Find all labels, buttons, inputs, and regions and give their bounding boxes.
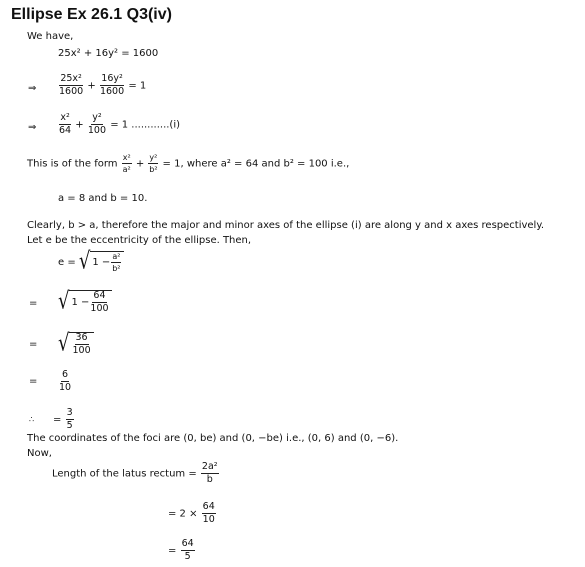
fraction: $\frac{3}{5}$ xyxy=(66,407,73,431)
eccentricity-intro: Let e be the eccentricity of the ellipse. Then, xyxy=(27,235,252,246)
intro-text: We have, xyxy=(27,31,74,42)
fraction: $\frac{\text{y²}}{\text{b²}}$ xyxy=(149,153,158,174)
equals-symbol: = xyxy=(29,298,38,309)
eccentricity-step-2 xyxy=(58,329,94,357)
equation-1: 25x² + 16y² = 1600 xyxy=(58,48,159,59)
equals-symbol: = xyxy=(29,339,38,350)
eccentricity-step-3 xyxy=(58,370,72,393)
fraction: $\frac{36}{100}$ xyxy=(72,332,91,356)
major-minor-axes-text: Clearly, b > a, therefore the major and minor axes of the ellipse (i) are along y and x axes respectively. xyxy=(27,220,544,231)
fraction: $\frac{\text{a²}}{\text{b²}}$ xyxy=(112,252,121,273)
fraction: $\frac{\text{x²}}{\text{a²}}$ xyxy=(122,153,131,174)
eccentricity-result: = $\frac{3}{5}$ xyxy=(53,407,73,431)
fraction: $\frac{\text{16y²}}{1600}$ xyxy=(99,73,125,97)
fraction: $\frac{\text{25x²}}{1600}$ xyxy=(59,73,84,97)
eccentricity-formula: e = √ 1 − $\frac{\text{a²}}{\text{b²}}$ xyxy=(58,251,124,273)
fraction: $\frac{\text{2a²}}{b}$ xyxy=(201,461,218,485)
equals-symbol: = xyxy=(29,376,38,387)
therefore-symbol: ∴ xyxy=(29,415,35,424)
square-root: √ $\frac{36}{100}$ xyxy=(58,332,94,356)
a-b-values: a = 8 and b = 10. xyxy=(58,193,148,204)
square-root: √ 1 − $\frac{64}{100}$ xyxy=(58,290,112,314)
fraction: $\frac{64}{100}$ xyxy=(90,290,109,314)
fraction: $\frac{\text{x²}}{64}$ xyxy=(59,112,72,136)
equation-3: $\frac{\text{x²}}{64}$ + $\frac{\text{y²}}{100}$ = 1 ............(i) xyxy=(59,112,181,136)
implies-symbol: ⇒ xyxy=(28,83,37,94)
eccentricity-step-1 xyxy=(58,287,112,315)
latus-rectum-formula: Length of the latus rectum = $\frac{\text{2a²}}{b}$ xyxy=(52,461,218,485)
now-text: Now, xyxy=(27,448,52,459)
fraction: $\frac{6}{10}$ xyxy=(59,369,72,393)
latus-rectum-step-1: = 2 × $\frac{64}{10}$ xyxy=(168,501,215,525)
square-root: √ 1 − $\frac{\text{a²}}{\text{b²}}$ xyxy=(79,251,125,273)
fraction: $\frac{64}{5}$ xyxy=(181,538,194,562)
equation-2: $\frac{\text{25x²}}{1600}$ + $\frac{\text{16y²}}{1600}$ = 1 xyxy=(59,73,147,97)
fraction: $\frac{64}{10}$ xyxy=(202,501,215,525)
fraction: $\frac{\text{y²}}{100}$ xyxy=(87,112,106,136)
implies-symbol: ⇒ xyxy=(28,122,37,133)
latus-rectum-result: = $\frac{64}{5}$ xyxy=(168,538,194,562)
standard-form-line: This is of the form $\frac{\text{x²}}{\text{a²}}$ + $\frac{\text{y²}}{\text{b²}}$ = 1, where a² = 64 and b² = 100 i.e., xyxy=(27,153,350,174)
foci-coordinates: The coordinates of the foci are (0, be) and (0, −be) i.e., (0, 6) and (0, −6). xyxy=(27,433,399,444)
page-title: Ellipse Ex 26.1 Q3(iv) xyxy=(11,6,172,23)
